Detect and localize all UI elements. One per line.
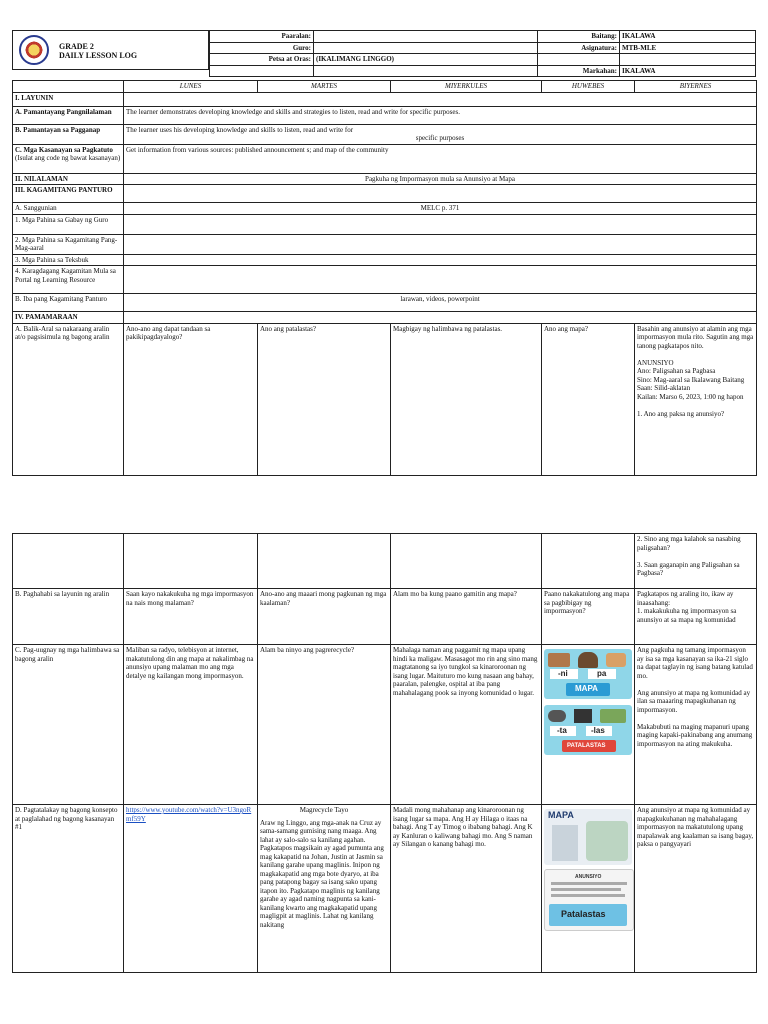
empty-cell (124, 254, 757, 266)
log-title: DAILY LESSON LOG (59, 51, 138, 60)
discussion-tuesday (258, 805, 391, 973)
discussion-wednesday: Madali mong mahahanap ang kinaroroonan ng isang lugar sa mapa. Ang H ay Hilaga o itaas na bahagi. Ang T ay Timog o ibabang bahagi. Ang K ay Kanluran o kaliwang bahagi mo. Ang S naman ay Silangan o kanang bahagi mo. (391, 805, 542, 973)
discussion-monday (124, 805, 258, 973)
story-text: Araw ng Linggo, ang mga-anak na Cruz ay sama-samang gumising nang maaga. Ang lahat ay salo-salo sa kanilang agahan. Pagkatapos magsikain ay agad pumunta ang mag kakapatid na Johan, Justin at Jasmin sa kanilang garahe upang maglinis. Inipon ng magkakapatid ang mga bote dyaryo, at iba pang patapong bagay sa isang sako upang itapon ito. Pagkatapo maglinis ng kanilang garahe ay agad naming nagpunta sa kani-kanilang kwarto ang magkakapatid upang magligpit at maglinis. Lahat ng kanilang nakitang (260, 818, 384, 929)
purpose-friday: Pagkatapos ng araling ito, ikaw ay inaasahang: 1. makakukuha ng impormasyon sa anunsiyo at sa mapa ng komunidad (635, 589, 757, 645)
day-friday: BIYERNES (635, 81, 757, 93)
competencies-text: Get information from various sources: published announcement s; and map of the community (124, 144, 757, 173)
other-materials-text: larawan, videos, powerpoint (124, 294, 757, 312)
lesson-log-table-continued (12, 533, 757, 973)
house-icon (578, 652, 598, 668)
text-line-icon (551, 882, 627, 885)
empty-cell (13, 534, 124, 589)
school-logo-block (12, 30, 209, 70)
patalastas-heading: Patalastas (561, 909, 606, 919)
review-monday: Ano-ano ang dapat tandaan sa pakikipagdayalogo? (124, 323, 258, 475)
text-line-icon (551, 894, 625, 897)
syllable-ta-box (550, 726, 576, 736)
subject-value: MTB-MLE (620, 42, 756, 54)
review-thursday: Ano ang mapa? (542, 323, 635, 475)
competencies-label (13, 144, 124, 173)
examples-monday: Maliban sa radyo, telebisyon at internet, makatutulong din ang mapa at nakalimbag na anunsiyo upang malaman mo ang mga detalye ng kailangan mong impormasyon. (124, 645, 258, 805)
syllable-pa-box (588, 669, 616, 679)
subject-label: Asignatura: (538, 42, 620, 54)
day-tuesday: MARTES (258, 81, 391, 93)
purpose-thursday: Paano nakakatulong ang mapa sa pagbibigay ng impormasyon? (542, 589, 635, 645)
references-text: MELC p. 371 (124, 203, 757, 215)
syllable-ta: -ta (557, 726, 567, 735)
text-line-icon (551, 888, 621, 891)
examples-tuesday: Alam ba ninyo ang pagrerecycle? (258, 645, 391, 805)
empty-cell (391, 534, 542, 589)
story-title: Magrecycle Tayo (299, 806, 349, 814)
anunsiyo-heading: ANUNSIYO (575, 874, 602, 880)
purpose-label: B. Paghahabi sa layunin ng aralin (13, 589, 124, 645)
empty-cell (314, 65, 538, 77)
patalastas-banner (562, 740, 616, 752)
grade-level-label: Baitang: (538, 31, 620, 43)
mapa-banner (566, 683, 610, 696)
performance-standard-text (124, 124, 757, 144)
school-value (314, 31, 538, 43)
eye-icon (548, 710, 566, 722)
day-monday: LUNES (124, 81, 258, 93)
performance-standard-line1: The learner uses his developing knowledge and skills to listen, read and write for (126, 125, 354, 134)
object-icon (574, 709, 592, 723)
performance-standard-label: B. Pamantayan sa Pagganap (13, 124, 124, 144)
section-content: II. NILALAMAN (13, 173, 124, 185)
performance-standard-line2: specific purposes (415, 134, 465, 142)
discussion-thursday (542, 805, 635, 973)
teacher-guide-pages-label: 1. Mga Pahina sa Gabay ng Guro (13, 214, 124, 234)
section-objectives: I. LAYUNIN (13, 92, 124, 106)
hand-icon (548, 653, 570, 667)
school-label: Paaralan: (210, 31, 314, 43)
review-tuesday: Ano ang patalastas? (258, 323, 391, 475)
empty-cell (124, 312, 757, 324)
empty-cell (124, 214, 757, 234)
empty-cell (538, 54, 620, 66)
review-wednesday: Magbigay ng halimbawa ng patalastas. (391, 323, 542, 475)
textbook-pages-label: 3. Mga Pahina sa Teksbuk (13, 254, 124, 266)
discussion-label: D. Pagtatalakay ng bagong konsepto at paglalahad ng bagong kasanayan #1 (13, 805, 124, 973)
anunsiyo-patalastas-image (544, 869, 634, 931)
empty-cell (124, 534, 258, 589)
content-standard-text: The learner demonstrates developing knowledge and skills and strategies to listen, read and write for specific purposes. (124, 106, 757, 124)
teacher-label: Guro: (210, 42, 314, 54)
quarter-label: Markahan: (538, 65, 620, 77)
review-label: A. Balik-Aral sa nakaraang aralin at/o pagsisimula ng bagong aralin (13, 323, 124, 475)
empty-cell (124, 266, 757, 294)
youtube-video-link[interactable]: https://www.youtube.com/watch?v=U3ngoRmf59Y (126, 806, 252, 823)
grade-title (59, 42, 137, 60)
other-materials-label: B. Iba pang Kagamitang Panturo (13, 294, 124, 312)
review-friday-continued: 2. Sino ang mga kalahok sa nasabing paligsahan? 3. Saan gaganapin ang Paligsahan sa Pagbasa? (635, 534, 757, 589)
syllable-pa: pa (597, 669, 607, 678)
empty-cell (258, 534, 391, 589)
mapa-syllable-image (544, 649, 632, 699)
examples-thursday (542, 645, 635, 805)
patalastas-banner-2 (549, 904, 627, 926)
week-value: (IKALIMANG LINGGO) (314, 54, 538, 66)
examples-friday: Ang pagkuha ng tamang impormasyon ay isa sa mga kasanayan sa ika-21 siglo na dapat taglayin ng isang batang katulad mo. Ang anunsiyo at mapa ng komunidad ay ilan sa maaaring mapagkuhanan ng impormasyon. Makabubuti na maging mapanuri upang maging kapaki-pakinabang ang anumang impormasyon na ating makukuha. (635, 645, 757, 805)
empty-cell (13, 81, 124, 93)
syllable-ni-box (550, 669, 578, 679)
competencies-note: (Isulat ang code ng bawat kasanayan) (15, 154, 121, 162)
review-friday: Basahin ang anunsiyo at alamin ang mga impormasyon mula rito. Sagutin ang mga tanong pagkatapos nito. ANUNSIYO Ano: Paligsahan sa Pagbasa Sino: Mag-aaral sa Ikalawang Baitang Saan: Silid-aklatan Kailan: Marso 6, 2023, 1:00 ng hapon 1. Ano ang paksa ng anunsiyo? (635, 323, 757, 475)
content-standard-label: A. Pamantayang Pangnilalaman (13, 106, 124, 124)
patalastas-syllable-image (544, 705, 632, 755)
empty-cell (124, 92, 757, 106)
syllable-ni: -ni (558, 669, 568, 678)
examples-label: C. Pag-uugnay ng mga halimbawa sa bagong aralin (13, 645, 124, 805)
mapa-heading: MAPA (548, 810, 574, 820)
quarter-value: IKALAWA (620, 65, 756, 77)
empty-cell (124, 185, 757, 203)
patalastas-word: PATALASTAS (567, 743, 606, 749)
header-info-table (209, 30, 756, 77)
mapa-community-image (544, 809, 632, 865)
competencies-title: C. Mga Kasanayan sa Pagkatuto (15, 145, 113, 154)
teacher-value (314, 42, 538, 54)
empty-cell (542, 534, 635, 589)
empty-cell (210, 65, 314, 77)
empty-cell (620, 54, 756, 66)
learner-materials-pages-label: 2. Mga Pahina sa Kagamitang Pang- Mag-aaral (13, 234, 124, 254)
purpose-tuesday: Ano-ano ang maaari mong pagkunan ng mga kaalaman? (258, 589, 391, 645)
plant-icon (600, 709, 626, 723)
lesson-log-table (12, 80, 757, 476)
grade-level-value: IKALAWA (620, 31, 756, 43)
lr-portal-label: 4. Karagdagang Kagamitan Mula sa Portal ng Learning Resource (13, 266, 124, 294)
bag-icon (606, 653, 626, 667)
content-text: Pagkuha ng Impormasyon mula sa Anunsiyo at Mapa (124, 173, 757, 185)
day-thursday: HUWEBES (542, 81, 635, 93)
day-wednesday: MIYERKULES (391, 81, 542, 93)
deped-seal-icon (19, 35, 49, 65)
mapa-word: MAPA (575, 684, 598, 693)
discussion-friday: Ang anunsiyo at mapa ng komunidad ay mapagkukuhanan ng mahahalagang impormasyon na makatutulong upang mapalawak ang kaalaman sa isang bagay, paksa o pangyayari (635, 805, 757, 973)
references-label: A. Sanggunian (13, 203, 124, 215)
section-procedures: IV. PAMAMARAAN (13, 312, 124, 324)
empty-cell (124, 234, 757, 254)
examples-wednesday: Mahalaga naman ang paggamit ng mapa upang hindi ka maligaw. Masasagot mo rin ang sino mang magtatanong sa iyo tungkol sa kinaroroonan ng isang lugar. Maituturo mo kung nasaan ang bahay, paaralan, palengke, ospital at iba pang mahahalagang pook sa inyong komunidad o lugar. (391, 645, 542, 805)
purpose-wednesday: Alam mo ba kung paano gamitin ang mapa? (391, 589, 542, 645)
grade-label: GRADE 2 (59, 42, 94, 51)
syllable-las-box (586, 726, 612, 736)
syllable-las: -las (591, 726, 605, 735)
section-materials: III. KAGAMITANG PANTURO (13, 185, 124, 203)
purpose-monday: Saan kayo nakakukuha ng mga impormasyon na nais mong malaman? (124, 589, 258, 645)
building-icon (552, 825, 578, 861)
date-label: Petsa at Oras: (210, 54, 314, 66)
map-icon (586, 821, 628, 861)
